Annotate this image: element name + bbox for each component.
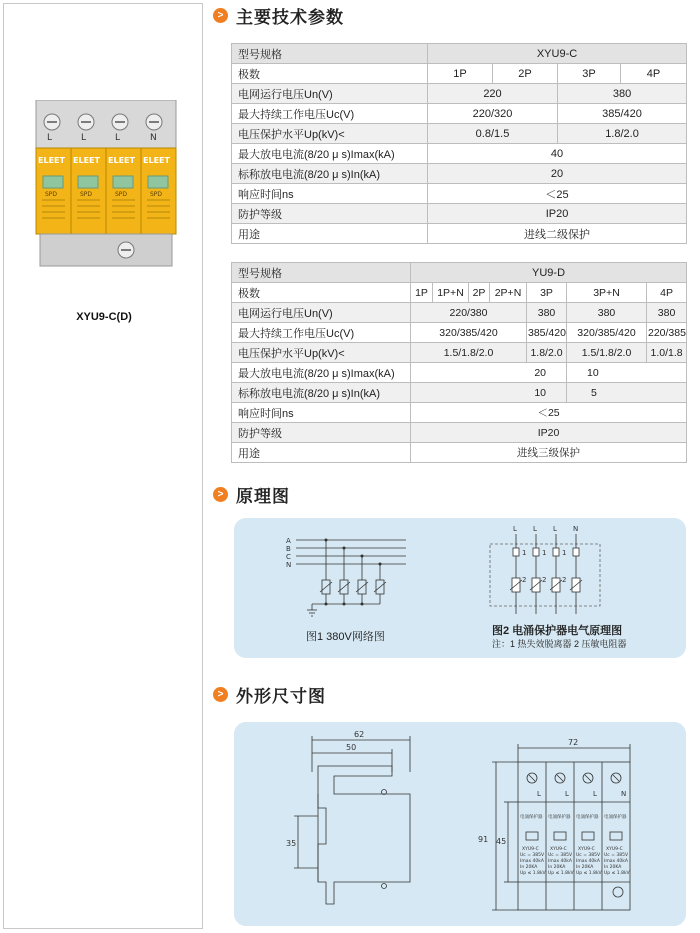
svg-text:L: L: [565, 790, 569, 798]
table-row: 标称放电电流(8/20 μ s)In(kA) 20: [232, 164, 687, 184]
section-specs: [213, 4, 344, 26]
dimension-drawing: [234, 722, 686, 926]
table-row: 电网运行电压Un(V) 220/380 380 380 380: [232, 303, 687, 323]
dimension-panel: [234, 722, 686, 926]
svg-text:L: L: [81, 133, 87, 143]
svg-text:L: L: [513, 525, 517, 533]
principle-panel: [234, 518, 686, 658]
product-panel: [3, 3, 203, 929]
table-row: 极数 1P 2P 3P 4P: [232, 64, 687, 84]
fig2-note: 注：1 热失效脱离器 2 压敏电阻器: [492, 639, 627, 649]
svg-text:Uc = 385V: Uc = 385V: [604, 853, 629, 858]
table-row: 响应时间ns ＜25: [232, 184, 687, 204]
spec-table-c: [231, 43, 687, 244]
svg-text:SPD: SPD: [115, 191, 128, 198]
svg-text:72: 72: [568, 738, 579, 747]
svg-text:N: N: [621, 790, 627, 798]
svg-text:In 20KA: In 20KA: [576, 865, 594, 870]
arrow-icon: >: [213, 687, 228, 702]
svg-text:2: 2: [522, 576, 527, 584]
svg-text:Imax 40kA: Imax 40kA: [604, 859, 628, 864]
svg-text:XYU9-C: XYU9-C: [522, 847, 539, 852]
svg-text:A: A: [286, 537, 291, 545]
svg-text:SPD: SPD: [80, 191, 93, 198]
svg-text:B: B: [286, 545, 291, 553]
svg-text:L: L: [533, 525, 537, 533]
spec-table-d: [231, 262, 687, 463]
svg-text:45: 45: [496, 837, 507, 846]
table-row: 电压保护水平Up(kV)< 1.5/1.8/2.0 1.8/2.0 1.5/1.8/2.0 1.0/1.8: [232, 343, 687, 363]
section-principle: [213, 483, 290, 505]
svg-text:Uc = 385V: Uc = 385V: [520, 853, 545, 858]
svg-text:1: 1: [562, 549, 567, 557]
svg-text:Uc = 385V: Uc = 385V: [576, 853, 601, 858]
svg-text:ELEET: ELEET: [38, 156, 65, 165]
svg-text:XYU9-C: XYU9-C: [606, 847, 623, 852]
svg-text:N: N: [573, 525, 579, 533]
table-row: 用途 进线二级保护: [232, 224, 687, 244]
svg-text:电涌保护器: 电涌保护器: [576, 815, 599, 820]
svg-text:Uc = 385V: Uc = 385V: [548, 853, 573, 858]
section-dimensions: [213, 683, 326, 705]
arrow-icon: >: [213, 8, 228, 23]
table-row: 电网运行电压Un(V) 220 380: [232, 84, 687, 104]
table-row: 防护等级 IP20: [232, 423, 687, 443]
table-row: 最大放电电流(8/20 μ s)Imax(kA) 40: [232, 144, 687, 164]
svg-text:L: L: [47, 133, 53, 143]
svg-text:Imax 40kA: Imax 40kA: [548, 859, 572, 864]
product-image: [30, 100, 182, 270]
svg-text:电涌保护器: 电涌保护器: [604, 815, 627, 820]
svg-text:In 20KA: In 20KA: [548, 865, 566, 870]
svg-text:Up ≤ 1.8kV: Up ≤ 1.8kV: [548, 871, 574, 876]
svg-text:91: 91: [478, 835, 489, 844]
table-row: 用途 进线三级保护: [232, 443, 687, 463]
svg-text:L: L: [553, 525, 557, 533]
svg-text:62: 62: [354, 730, 365, 739]
svg-text:ELEET: ELEET: [143, 156, 170, 165]
svg-text:XYU9-C: XYU9-C: [550, 847, 567, 852]
product-caption: XYU9-C(D): [76, 311, 132, 323]
svg-text:In 20KA: In 20KA: [604, 865, 622, 870]
section-title: 外形尺寸图: [236, 686, 326, 706]
svg-text:电涌保护器: 电涌保护器: [548, 815, 571, 820]
svg-text:Up ≤ 1.8kV: Up ≤ 1.8kV: [604, 871, 630, 876]
svg-text:SPD: SPD: [150, 191, 163, 198]
svg-text:L: L: [115, 133, 121, 143]
svg-text:Up ≤ 1.8kV: Up ≤ 1.8kV: [520, 871, 546, 876]
svg-text:N: N: [150, 133, 157, 143]
table-row: 型号规格 XYU9-C: [232, 44, 687, 64]
svg-text:XYU9-C: XYU9-C: [578, 847, 595, 852]
svg-text:1: 1: [522, 549, 527, 557]
svg-text:In 20KA: In 20KA: [520, 865, 538, 870]
svg-text:L: L: [593, 790, 597, 798]
svg-text:C: C: [286, 553, 291, 561]
fig2-caption: 图2 电涌保护器电气原理图: [492, 625, 623, 637]
svg-text:Up ≤ 1.8kV: Up ≤ 1.8kV: [576, 871, 602, 876]
table-row: 响应时间ns ＜25: [232, 403, 687, 423]
section-title: 主要技术参数: [236, 7, 344, 27]
arrow-icon: >: [213, 487, 228, 502]
table-row: 最大放电电流(8/20 μ s)Imax(kA) 20 10: [232, 363, 687, 383]
svg-text:Imax 40kA: Imax 40kA: [520, 859, 544, 864]
svg-text:1: 1: [542, 549, 547, 557]
svg-text:N: N: [286, 561, 292, 569]
table-row: 防护等级 IP20: [232, 204, 687, 224]
svg-text:ELEET: ELEET: [73, 156, 100, 165]
model-cell: XYU9-C: [428, 44, 687, 64]
table-row: 型号规格 YU9-D: [232, 263, 687, 283]
section-title: 原理图: [236, 486, 290, 506]
svg-text:35: 35: [286, 839, 297, 848]
table-row: 电压保护水平Up(kV)< 0.8/1.5 1.8/2.0: [232, 124, 687, 144]
table-row: 最大持续工作电压Uc(V) 320/385/420 385/420 320/385/420 220/385: [232, 323, 687, 343]
svg-text:Imax 40kA: Imax 40kA: [576, 859, 600, 864]
svg-text:50: 50: [346, 743, 357, 752]
table-row: 最大持续工作电压Uc(V) 220/320 385/420: [232, 104, 687, 124]
model-cell: YU9-D: [411, 263, 687, 283]
svg-text:电涌保护器: 电涌保护器: [520, 815, 543, 820]
table-row: 标称放电电流(8/20 μ s)In(kA) 10 5: [232, 383, 687, 403]
fig1-caption: 图1 380V网络图: [306, 631, 385, 643]
svg-text:ELEET: ELEET: [108, 156, 135, 165]
svg-text:SPD: SPD: [45, 191, 58, 198]
svg-text:2: 2: [542, 576, 547, 584]
table-row: 极数 1P 1P+N 2P 2P+N 3P 3P+N 4P: [232, 283, 687, 303]
svg-text:2: 2: [562, 576, 567, 584]
svg-text:L: L: [537, 790, 541, 798]
